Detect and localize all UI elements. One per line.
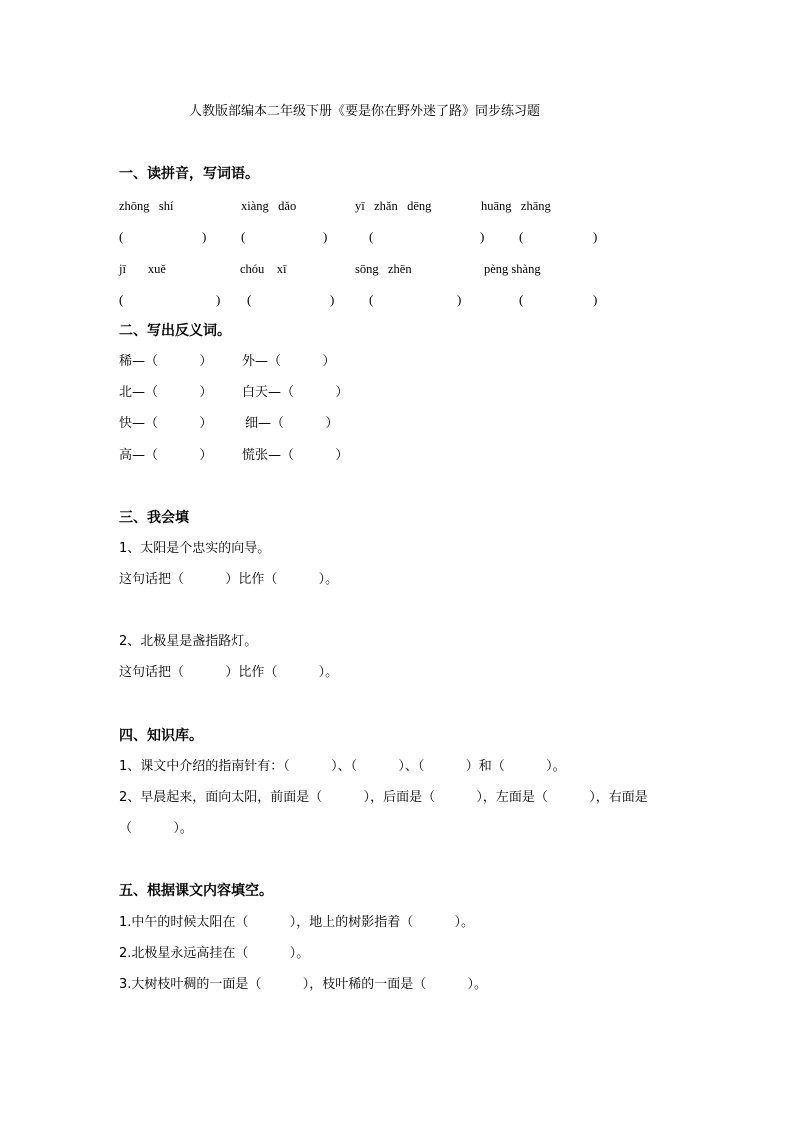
pinyin-word: sōng zhēn [355, 262, 412, 276]
section-heading-antonyms: 二、写出反义词。 [119, 323, 231, 339]
pinyin-word: pèng shàng [484, 262, 541, 276]
answer-paren-close: ) [480, 229, 485, 244]
answer-paren-open: ( [247, 292, 252, 307]
answer-paren-open: ( [119, 229, 124, 244]
answer-paren-open: ( [241, 229, 246, 244]
antonym-item: 白天—（ ） [242, 385, 349, 400]
pinyin-word: huāng zhāng [481, 199, 551, 213]
answer-paren-close: ) [593, 292, 598, 307]
answer-paren-close: ) [323, 229, 328, 244]
section-heading-text-fill: 五、根据课文内容填空。 [119, 883, 273, 899]
question-fill: 这句话把（ ）比作（ ）。 [119, 572, 339, 587]
answer-paren-open: ( [519, 292, 524, 307]
antonym-item: 细—（ ） [245, 416, 339, 431]
question-text: 2、早晨起来，面向太阳，前面是（ ），后面是（ ），左面是（ ），右面是 [119, 790, 648, 805]
antonym-item: 北—（ ） [119, 385, 213, 400]
question-fill: 这句话把（ ）比作（ ）。 [119, 665, 339, 680]
answer-paren-close: ) [202, 229, 207, 244]
section-heading-fill: 三、我会填 [119, 510, 189, 526]
antonym-item: 外—（ ） [242, 354, 336, 369]
section-heading-pinyin: 一、读拼音，写词语。 [119, 166, 259, 182]
pinyin-word: xiàng dǎo [241, 199, 297, 213]
question-text: （ ）。 [119, 821, 193, 836]
question-text: 3.大树枝叶稠的一面是（ ），枝叶稀的一面是（ ）。 [119, 977, 488, 992]
page-title: 人教版部编本二年级下册《要是你在野外迷了路》同步练习题 [189, 104, 541, 119]
answer-paren-close: ) [216, 292, 221, 307]
answer-paren-open: ( [369, 229, 374, 244]
antonym-item: 高—（ ） [119, 448, 213, 463]
pinyin-word: zhōng shí [119, 199, 174, 213]
antonym-item: 慌张—（ ） [242, 448, 349, 463]
answer-paren-open: ( [519, 229, 524, 244]
answer-paren-close: ) [593, 229, 598, 244]
answer-paren-close: ) [330, 292, 335, 307]
question-text: 1、课文中介绍的指南针有：（ ）、（ ）、（ ）和（ ）。 [119, 759, 566, 774]
answer-paren-close: ) [457, 292, 462, 307]
section-heading-knowledge: 四、知识库。 [119, 728, 203, 744]
question-text: 2.北极星永远高挂在（ ）。 [119, 946, 310, 961]
question-text: 1.中午的时候太阳在（ ），地上的树影指着（ ）。 [119, 915, 475, 930]
antonym-item: 稀—（ ） [119, 354, 213, 369]
question-text: 2、北极星是盏指路灯。 [119, 634, 258, 649]
pinyin-word: chóu xī [240, 262, 287, 276]
answer-paren-open: ( [369, 292, 374, 307]
answer-paren-open: ( [119, 292, 124, 307]
pinyin-word: yī zhǎn dēng [355, 199, 432, 213]
antonym-item: 快—（ ） [119, 416, 213, 431]
question-text: 1、太阳是个忠实的向导。 [119, 541, 271, 556]
pinyin-word: jī xuě [119, 262, 166, 276]
